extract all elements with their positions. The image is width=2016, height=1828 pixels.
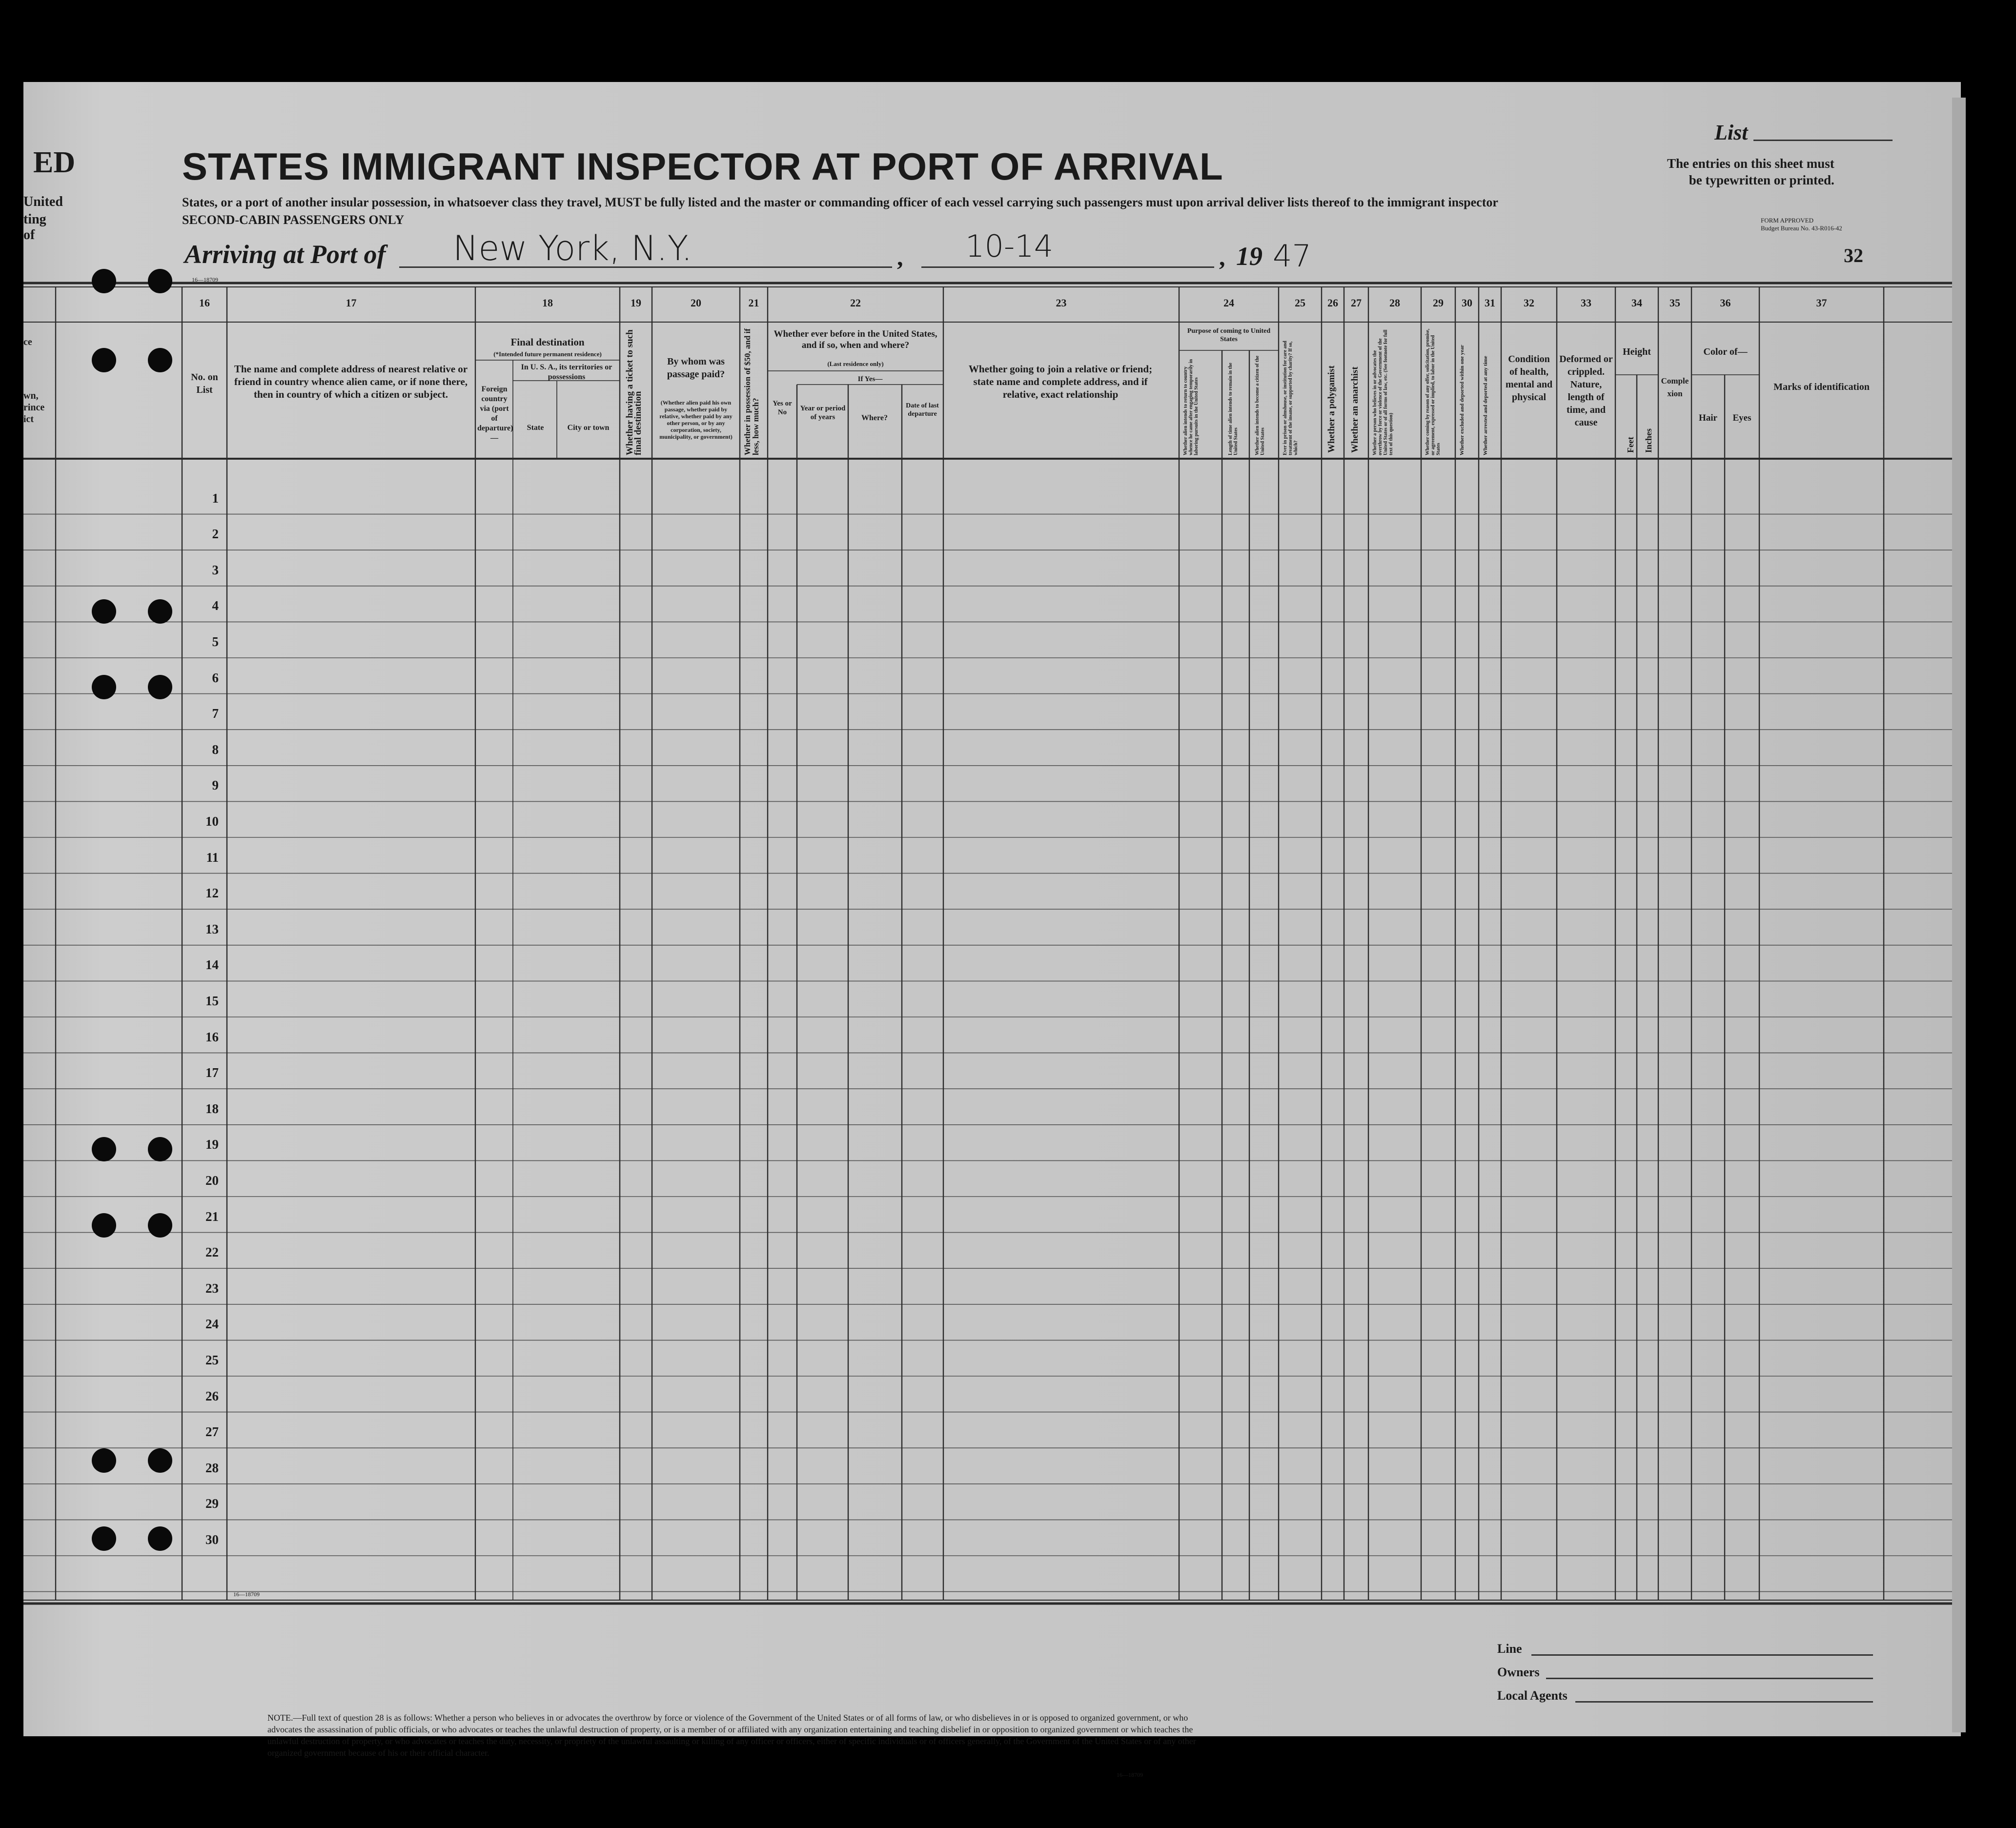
form-title: STATES IMMIGRANT INSPECTOR AT PORT OF ARRIVAL <box>182 145 1223 188</box>
punch-hole <box>148 675 172 699</box>
col-27-label: Whether an anarchist <box>1350 366 1360 453</box>
fragment-ce: ce <box>23 337 32 347</box>
col-31-number: 31 <box>1485 297 1495 309</box>
col-22-number: 22 <box>850 297 861 309</box>
punch-hole <box>92 1213 116 1238</box>
page-number: 32 <box>1844 244 1863 266</box>
manifest-grid <box>23 82 1961 1736</box>
col-18-number: 18 <box>542 297 553 309</box>
row-number: 10 <box>205 814 219 829</box>
fragment-ict: ict <box>23 414 34 425</box>
row-number: 13 <box>205 921 219 936</box>
col-36-number: 36 <box>1720 297 1731 309</box>
col-24-v1: Whether alien intends to return to country whence he came after engaging temporarily in laboring pursuits in the United States <box>1183 359 1199 455</box>
col-22-yesno: Yes or No <box>773 400 792 416</box>
fragment-united: United <box>23 194 63 209</box>
footnote-form-code: 16—18709 <box>1117 1771 1143 1778</box>
punch-hole <box>148 1526 172 1551</box>
col-29-label: Whether coming by reason of any offer, solicitation, promise, or agreement, expressed or implied, to labor in the United States <box>1425 328 1441 455</box>
col-20-sub: (Whether alien paid his own passage, whether paid by relative, whether paid by any other person, or by any corporation, society, municipality, or government) <box>659 399 733 440</box>
punch-hole <box>92 1526 116 1551</box>
col-32-label: Condition of health, mental and physical <box>1505 354 1553 403</box>
col-24-number: 24 <box>1223 297 1234 309</box>
punch-hole <box>148 348 172 372</box>
col-18-sub: (*Intended future permanent residence) <box>493 350 602 358</box>
row-number: 26 <box>205 1388 219 1403</box>
col-36-eyes: Eyes <box>1732 413 1751 423</box>
punch-hole <box>92 348 116 372</box>
col-16-label: No. on List <box>191 372 218 395</box>
col-18-city: City or town <box>567 424 610 432</box>
col-21-number: 21 <box>748 297 759 309</box>
row-number: 22 <box>205 1245 219 1260</box>
row-number: 15 <box>205 994 219 1008</box>
row-number: 19 <box>205 1137 219 1152</box>
date-comma: , <box>1219 244 1225 271</box>
col-37-label: Marks of identification <box>1773 382 1870 392</box>
col-34-inches: Inches <box>1644 428 1653 453</box>
punch-hole <box>92 269 116 293</box>
row-number: 21 <box>205 1209 219 1224</box>
intro-text: States, or a port of another insular possession, in whatsoever class they travel, MUST be fully listed and the master or commanding officer of each vessel carrying such passengers must upon arrival deliver lists thereof to the immigrant inspector <box>182 195 1498 209</box>
row-number: 3 <box>212 562 219 577</box>
col-18-state: State <box>527 424 544 432</box>
punch-hole <box>92 1137 116 1161</box>
col-22-where: Where? <box>861 414 888 422</box>
entries-note-line-2: be typewritten or printed. <box>1689 173 1834 187</box>
row-number: 5 <box>212 634 219 649</box>
bottom-form-code: 16—18709 <box>233 1591 260 1598</box>
fragment-rince: rince <box>23 402 45 413</box>
col-26-label: Whether a polygamist <box>1326 365 1337 453</box>
punch-hole <box>148 1137 172 1161</box>
footnote-question-28: NOTE.—Full text of question 28 is as follows: Whether a person who believes in or advocates the overthrow by force or violence of the Government of the United States or of all forms of law, or who disbelieves in or is opposed to organized government, or who advocates the assassination of public officials, or who advocates or teaches the unlawful destruction of property, or is a member of or affiliated with any organization entertaining and teaching disbelief in or opposition to organized government or which teaches the unlawful destruction of property, or who advocates or teaches the duty, necessity, or propriety of the unlawful assaulting or killing of any officer or officers, either of specific individuals or of officers generally, of the Government of the United States or of any other organized government because of his or their official character. <box>267 1713 1196 1758</box>
punch-hole <box>92 599 116 624</box>
col-22-sub: (Last residence only) <box>827 360 884 367</box>
col-30-number: 30 <box>1462 297 1472 309</box>
line-label: Line <box>1497 1642 1522 1656</box>
col-22-label: Whether ever before in the United States, and if so, when and where? <box>774 329 937 350</box>
row-number: 8 <box>212 742 219 757</box>
row-number: 11 <box>206 850 219 865</box>
col-26-number: 26 <box>1327 297 1338 309</box>
list-label: List <box>1714 121 1748 144</box>
col-33-number: 33 <box>1581 297 1591 309</box>
col-18-foreign: Foreign country via (port of departure)— <box>477 385 513 442</box>
row-number: 9 <box>212 778 219 793</box>
row-number: 1 <box>212 490 219 506</box>
col-18-usa: In U. S. A., its territories or possessions <box>521 363 612 381</box>
col-23-label: Whether going to join a relative or friend; state name and complete address, and if relative, exact relationship <box>968 363 1153 400</box>
sheet-edge <box>1952 98 1966 1732</box>
port-comma: , <box>897 244 903 271</box>
punch-hole <box>92 1448 116 1473</box>
col-20-number: 20 <box>691 297 701 309</box>
row-number: 17 <box>205 1065 219 1080</box>
col-33-label: Deformed or crippled. Nature, length of time, and cause <box>1559 354 1613 428</box>
local-agents-fill <box>1575 1701 1873 1703</box>
col-24-label: Purpose of coming to United States <box>1187 327 1271 343</box>
row-number: 7 <box>212 706 219 721</box>
punch-hole <box>148 599 172 624</box>
row-number: 29 <box>205 1496 219 1511</box>
col-37-number: 37 <box>1816 297 1827 309</box>
col-24-v3: Whether alien intends to become a citizen of the United States <box>1255 355 1265 455</box>
col-22-ifyes: If Yes— <box>857 375 883 383</box>
punch-hole <box>148 269 172 293</box>
row-number: 23 <box>205 1280 219 1296</box>
col-23-number: 23 <box>1056 297 1067 309</box>
fragment-ed: ED <box>33 146 76 179</box>
col-24-v2: Length of time alien intends to remain in the United States <box>1228 363 1239 455</box>
col-29-number: 29 <box>1433 297 1444 309</box>
col-17-label: The name and complete address of nearest relative or friend in country whence alien came, or if none there, then in country of which a citizen or subject. <box>234 363 468 400</box>
col-19-label: Whether having a ticket to such final destination <box>625 329 643 455</box>
punch-hole <box>148 1448 172 1473</box>
col-34-label: Height <box>1623 346 1651 357</box>
row-number: 18 <box>205 1101 219 1116</box>
form-approved-line-1: FORM APPROVED <box>1761 217 1814 224</box>
col-25-label: Ever in prison or almshouse, or institution for care and treatment of the insane, or supported by charity? If so, which? <box>1283 341 1299 455</box>
line-fill <box>1531 1654 1873 1656</box>
col-17-number: 17 <box>346 297 357 309</box>
col-36-label: Color of— <box>1703 346 1748 357</box>
row-number: 2 <box>212 527 219 542</box>
col-32-number: 32 <box>1524 297 1534 309</box>
owners-label: Owners <box>1497 1665 1540 1679</box>
row-number: 6 <box>212 670 219 685</box>
col-35-number: 35 <box>1670 297 1680 309</box>
owners-fill <box>1546 1678 1873 1679</box>
year-prefix: 19 <box>1236 242 1263 271</box>
col-31-label: Whether arrested and deported at any time <box>1483 356 1488 455</box>
row-number: 20 <box>205 1173 219 1188</box>
col-30-label: Whether excluded and deported within one year <box>1459 345 1465 455</box>
row-number: 12 <box>205 886 219 901</box>
year-suffix: 47 <box>1273 238 1311 274</box>
manifest-sheet <box>23 82 1961 1778</box>
arriving-label: Arriving at Port of <box>184 240 386 269</box>
row-number: 30 <box>205 1532 219 1547</box>
row-number: 16 <box>205 1029 219 1044</box>
row-number: 24 <box>205 1317 219 1332</box>
col-22-date: Date of last departure <box>906 402 939 418</box>
top-form-code: 16—18709 <box>192 276 218 283</box>
col-28-number: 28 <box>1389 297 1400 309</box>
fragment-ting-of: ting of <box>23 212 46 243</box>
row-number: 28 <box>205 1460 219 1475</box>
col-25-number: 25 <box>1295 297 1305 309</box>
punch-hole <box>148 1213 172 1238</box>
port-value: New York, N.Y. <box>453 228 692 268</box>
col-36-hair: Hair <box>1699 413 1717 423</box>
col-19-number: 19 <box>631 297 641 309</box>
col-16-number: 16 <box>199 297 210 309</box>
date-value: 10-14 <box>965 228 1054 264</box>
col-20-label: By whom was passage paid? <box>667 356 725 380</box>
col-28-label: Whether a person who believes in or advocates the overthrow by force or violence of the Government of the United States or of all forms of law, etc. (See footnote for full text of this question) <box>1372 329 1394 455</box>
row-number: 27 <box>205 1424 219 1440</box>
row-number: 4 <box>212 598 219 613</box>
col-35-label: Complexion <box>1661 376 1689 398</box>
row-number: 25 <box>205 1353 219 1367</box>
punch-hole <box>92 675 116 699</box>
fragment-wn: wn, <box>23 390 39 401</box>
col-22-year: Year or period of years <box>800 405 846 421</box>
form-approved-line-2: Budget Bureau No. 43-R016-42 <box>1761 224 1842 232</box>
local-agents-label: Local Agents <box>1497 1688 1568 1703</box>
entries-note-line-1: The entries on this sheet must <box>1667 156 1834 171</box>
col-21-label: Whether in possession of $50, and if less, how much? <box>743 328 760 455</box>
col-34-number: 34 <box>1631 297 1642 309</box>
col-34-feet: Feet <box>1626 437 1635 453</box>
col-27-number: 27 <box>1351 297 1362 309</box>
passenger-class: SECOND-CABIN PASSENGERS ONLY <box>182 213 405 227</box>
col-18-label: Final destination <box>510 336 585 348</box>
row-number: 14 <box>205 957 219 973</box>
